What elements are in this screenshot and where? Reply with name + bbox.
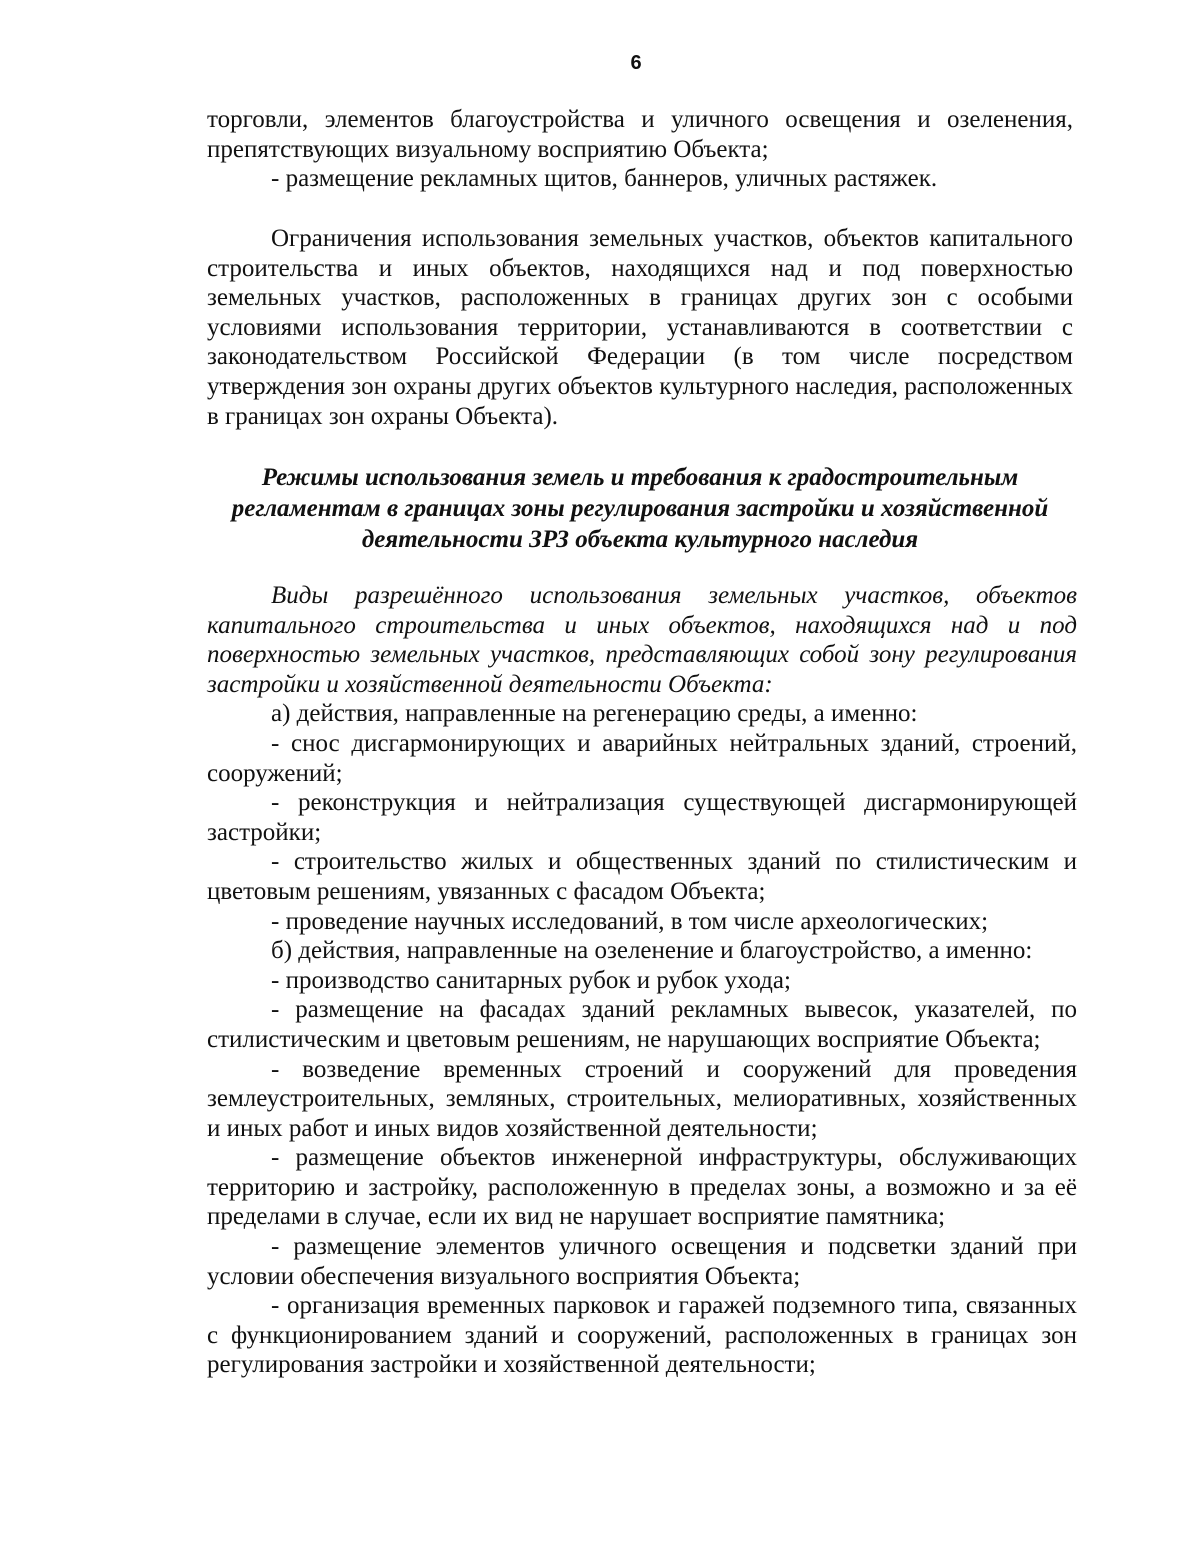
continuation-paragraph: торговли, элементов благоустройства и уличного освещения и озеленения, препятствующих визуальному восприятию Объекта; bbox=[207, 106, 1073, 163]
list-item: - организация временных парковок и гаражей подземного типа, связанных с функционированием зданий и сооружений, расположенных в границах зон регулирования застройки и хозяйственной деятельности; bbox=[207, 1292, 1077, 1379]
section-heading bbox=[207, 462, 1073, 555]
list-item: - реконструкция и нейтрализация существующей дисгармонирующей застройки; bbox=[207, 789, 1077, 846]
list-item: - размещение объектов инженерной инфраструктуры, обслуживающих территорию и застройку, расположенную в пределах зоны, а возможно и за её пределами в случае, если их вид не нарушает восприятие памятника; bbox=[207, 1144, 1077, 1231]
permitted-uses-block bbox=[207, 581, 1077, 1380]
section-heading-line: регламентам в границах зоны регулирования застройки и хозяйственной bbox=[231, 495, 1049, 522]
list-item: - снос дисгармонирующих и аварийных нейтральных зданий, строений, сооружений; bbox=[207, 729, 1077, 787]
restrictions-block bbox=[207, 224, 1073, 431]
restrictions-paragraph: Ограничения использования земельных участков, объектов капитального строительства и иных объектов, находящихся над и под поверхностью земельных участков, расположенных в границах других зон с особыми условиями использования территории, устанавливаются в соответствии с законодательством Российской Федерации (в том числе посредством утверждения зон охраны других объектов культурного наследия, расположенных в границах зон охраны Объекта). bbox=[207, 225, 1073, 430]
list-item: - размещение на фасадах зданий рекламных вывесок, указателей, по стилистическим и цветовым решениям, не нарушающих восприятие Объекта; bbox=[207, 996, 1077, 1053]
section-heading-line: деятельности ЗРЗ объекта культурного наследия bbox=[361, 526, 919, 553]
list-item: - строительство жилых и общественных зданий по стилистическим и цветовым решениям, увязанных с фасадом Объекта; bbox=[207, 848, 1077, 905]
list-item-banners: - размещение рекламных щитов, баннеров, уличных растяжек. bbox=[271, 165, 938, 193]
section-heading-line: Режимы использования земель и требования к градостроительным bbox=[261, 464, 1019, 491]
list-item: - проведение научных исследований, в том числе археологических; bbox=[271, 907, 989, 935]
list-item: - размещение элементов уличного освещения и подсветки зданий при условии обеспечения визуального восприятия Объекта; bbox=[207, 1233, 1077, 1290]
page-number: 6 bbox=[630, 52, 642, 74]
list-item: б) действия, направленные на озеленение и благоустройство, а именно: bbox=[271, 937, 1033, 965]
list-item: - возведение временных строений и сооружений для проведения землеустроительных, земляных, строительных, мелиоративных, хозяйственных и иных работ и иных видов хозяйственной деятельности; bbox=[207, 1055, 1077, 1142]
list-item: а) действия, направленные на регенерацию среды, а именно: bbox=[271, 700, 918, 728]
list-item: - производство санитарных рубок и рубок ухода; bbox=[271, 966, 791, 994]
permitted-uses-intro: Виды разрешённого использования земельных участков, объектов капитального строительства и иных объектов, находящихся над и под поверхностью земельных участков, представляющих собой зону регулирования застройки и хозяйственной деятельности Объекта: bbox=[207, 582, 1077, 698]
continuation-block bbox=[207, 105, 1073, 194]
